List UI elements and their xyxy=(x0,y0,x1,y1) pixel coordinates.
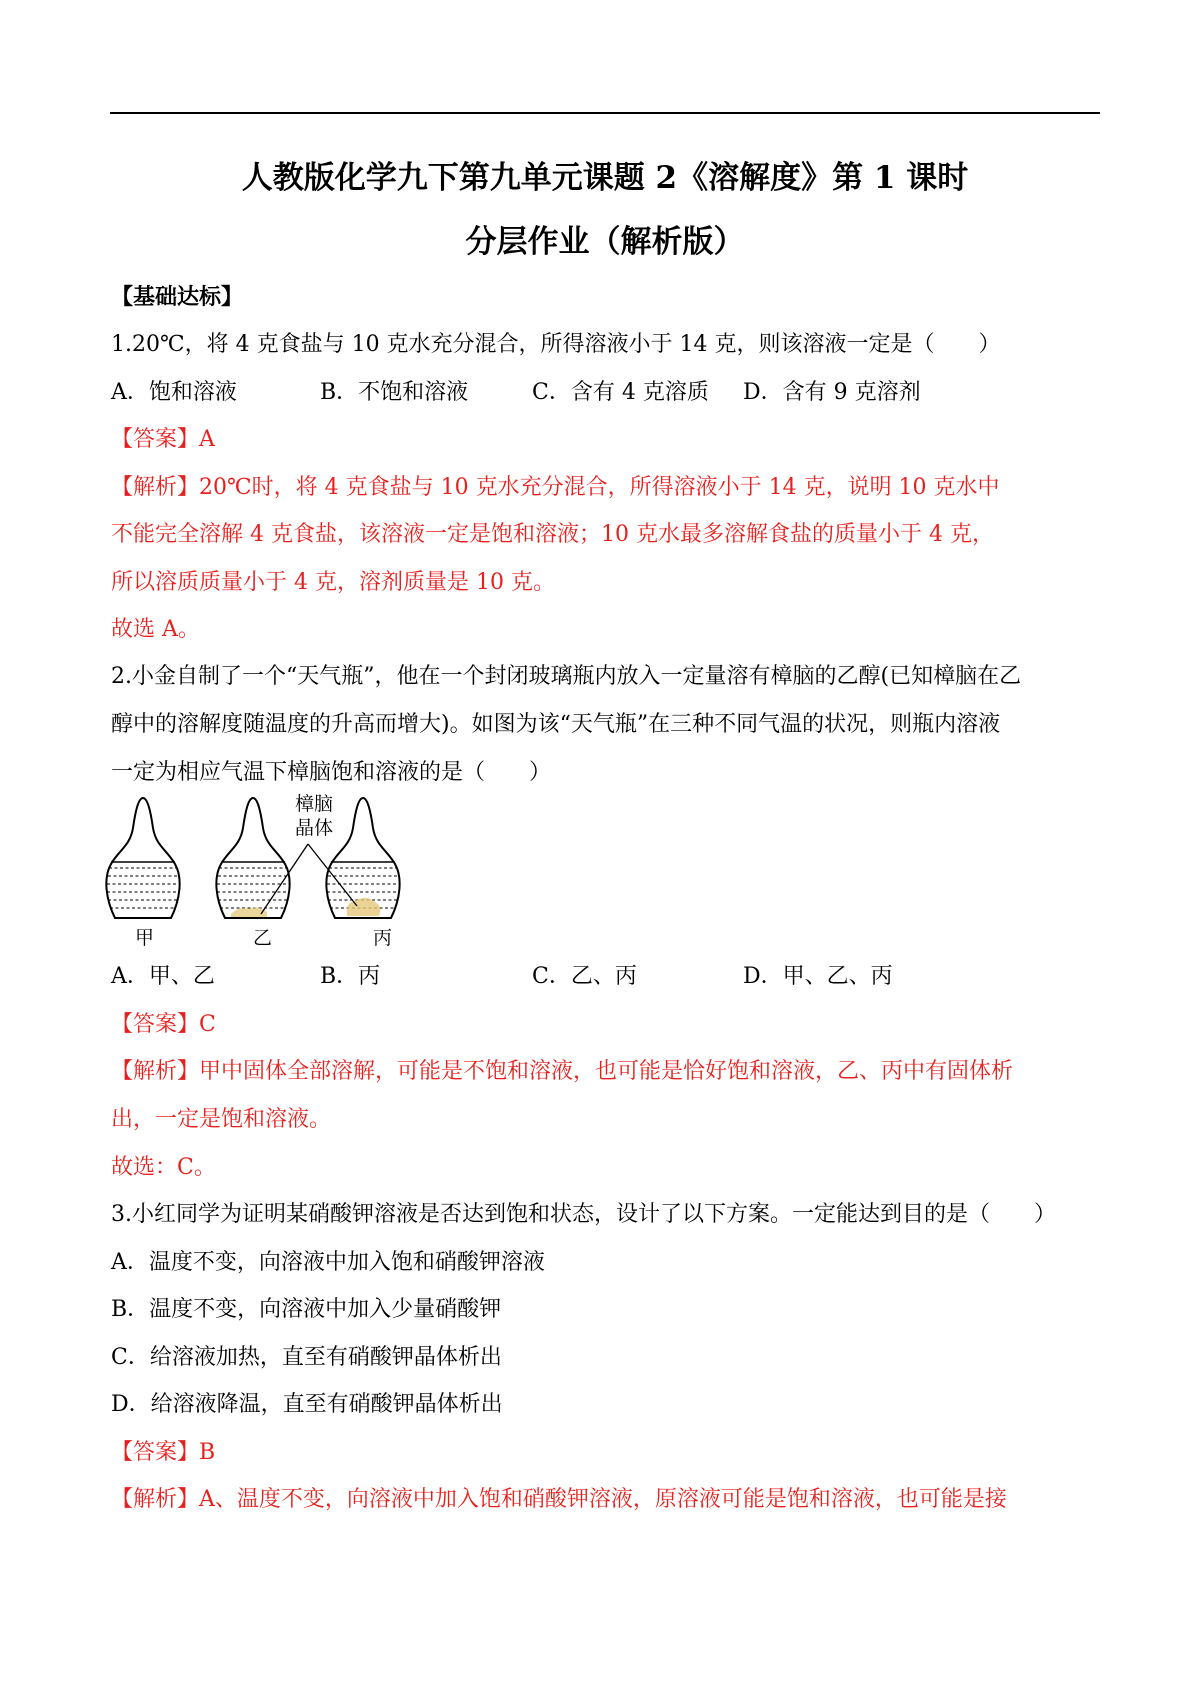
q2-stem-line: 醇中的溶解度随温度的升高而增大)。如图为该“天气瓶”在三种不同气温的状况，则瓶内溶液 xyxy=(111,712,1001,737)
bottle-jia xyxy=(106,798,179,918)
q3-stem: 3.小红同学为证明某硝酸钾溶液是否达到饱和状态，设计了以下方案。一定能达到目的是（ ） xyxy=(111,1202,1056,1227)
q1-analysis-line: 不能完全溶解 4 克食盐，该溶液一定是饱和溶液；10 克水最多溶解食盐的质量小于 4 克， xyxy=(111,522,994,547)
callout-line xyxy=(261,844,308,914)
q2-option-a: A．甲、乙 xyxy=(111,964,215,989)
q3-option-d: D．给溶液降温，直至有硝酸钾晶体析出 xyxy=(111,1392,503,1417)
figure-label-bing: 丙 xyxy=(373,927,393,949)
analysis-text: A、温度不变，向溶液中加入饱和硝酸钾溶液，原溶液可能是饱和溶液，也可能是接 xyxy=(199,1487,1007,1512)
q2-conclusion: 故选：C。 xyxy=(111,1155,216,1180)
q1-analysis-line: 所以溶质质量小于 4 克，溶剂质量是 10 克。 xyxy=(111,570,555,595)
q1-option-a: A．饱和溶液 xyxy=(111,380,237,405)
analysis-tag: 【解析】 xyxy=(111,475,200,500)
figure-callout-label: 樟脑 xyxy=(295,793,334,815)
analysis-text: 20℃时，将 4 克食盐与 10 克水充分混合，所得溶液小于 14 克，说明 10 克水中 xyxy=(199,475,1000,500)
q1-option-b: B．不饱和溶液 xyxy=(320,380,469,405)
answer-tag: 【答案】 xyxy=(111,1440,200,1465)
document-subtitle: 分层作业（解析版） xyxy=(465,224,745,260)
figure-callout-label: 晶体 xyxy=(295,817,334,839)
figure-label-yi: 乙 xyxy=(253,927,273,949)
q2-stem-line: 一定为相应气温下樟脑饱和溶液的是（ ） xyxy=(111,760,552,785)
q1-option-c: C．含有 4 克溶质 xyxy=(532,380,709,405)
q1-option-d: D．含有 9 克溶剂 xyxy=(743,380,921,405)
answer-value: C xyxy=(199,1012,216,1037)
q2-option-d: D．甲、乙、丙 xyxy=(743,964,893,989)
answer-tag: 【答案】 xyxy=(111,1012,200,1037)
q3-analysis-line xyxy=(111,1485,1007,1515)
q2-analysis-line xyxy=(111,1057,1013,1087)
section-heading: 【基础达标】 xyxy=(111,284,244,310)
q2-analysis-line: 出，一定是饱和溶液。 xyxy=(111,1107,332,1132)
q2-option-b: B．丙 xyxy=(320,964,381,989)
analysis-tag: 【解析】 xyxy=(111,1059,200,1084)
answer-value: A xyxy=(199,427,215,452)
document-title: 人教版化学九下第九单元课题 2《溶解度》第 1 课时 xyxy=(241,160,969,196)
callout-line xyxy=(308,844,357,906)
q3-option-c: C．给溶液加热，直至有硝酸钾晶体析出 xyxy=(111,1345,502,1370)
q2-answer xyxy=(111,1010,216,1040)
q2-stem-line: 2.小金自制了一个“天气瓶”，他在一个封闭玻璃瓶内放入一定量溶有樟脑的乙醇(已知樟脑在乙 xyxy=(111,664,1022,689)
bottle-yi xyxy=(216,798,289,918)
q3-option-a: A．温度不变，向溶液中加入饱和硝酸钾溶液 xyxy=(111,1250,545,1275)
figure-label-jia: 甲 xyxy=(135,927,155,949)
q3-option-b: B．温度不变，向溶液中加入少量硝酸钾 xyxy=(111,1297,502,1322)
answer-tag: 【答案】 xyxy=(111,427,200,452)
q1-analysis-line xyxy=(111,473,1000,503)
q3-answer xyxy=(111,1438,215,1468)
bottle-bing xyxy=(326,798,399,918)
q2-option-c: C．乙、丙 xyxy=(532,964,637,989)
q1-stem: 1.20℃，将 4 克食盐与 10 克水充分混合，所得溶液小于 14 克，则该溶液一定是（ ） xyxy=(111,332,1001,357)
q1-answer xyxy=(111,425,215,455)
crystal-pile xyxy=(347,898,381,916)
analysis-text: 甲中固体全部溶解，可能是不饱和溶液，也可能是恰好饱和溶液，乙、丙中有固体析 xyxy=(199,1059,1014,1084)
analysis-tag: 【解析】 xyxy=(111,1487,200,1512)
answer-value: B xyxy=(199,1440,216,1465)
header-rule xyxy=(110,112,1100,114)
q1-conclusion: 故选 A。 xyxy=(111,617,200,642)
